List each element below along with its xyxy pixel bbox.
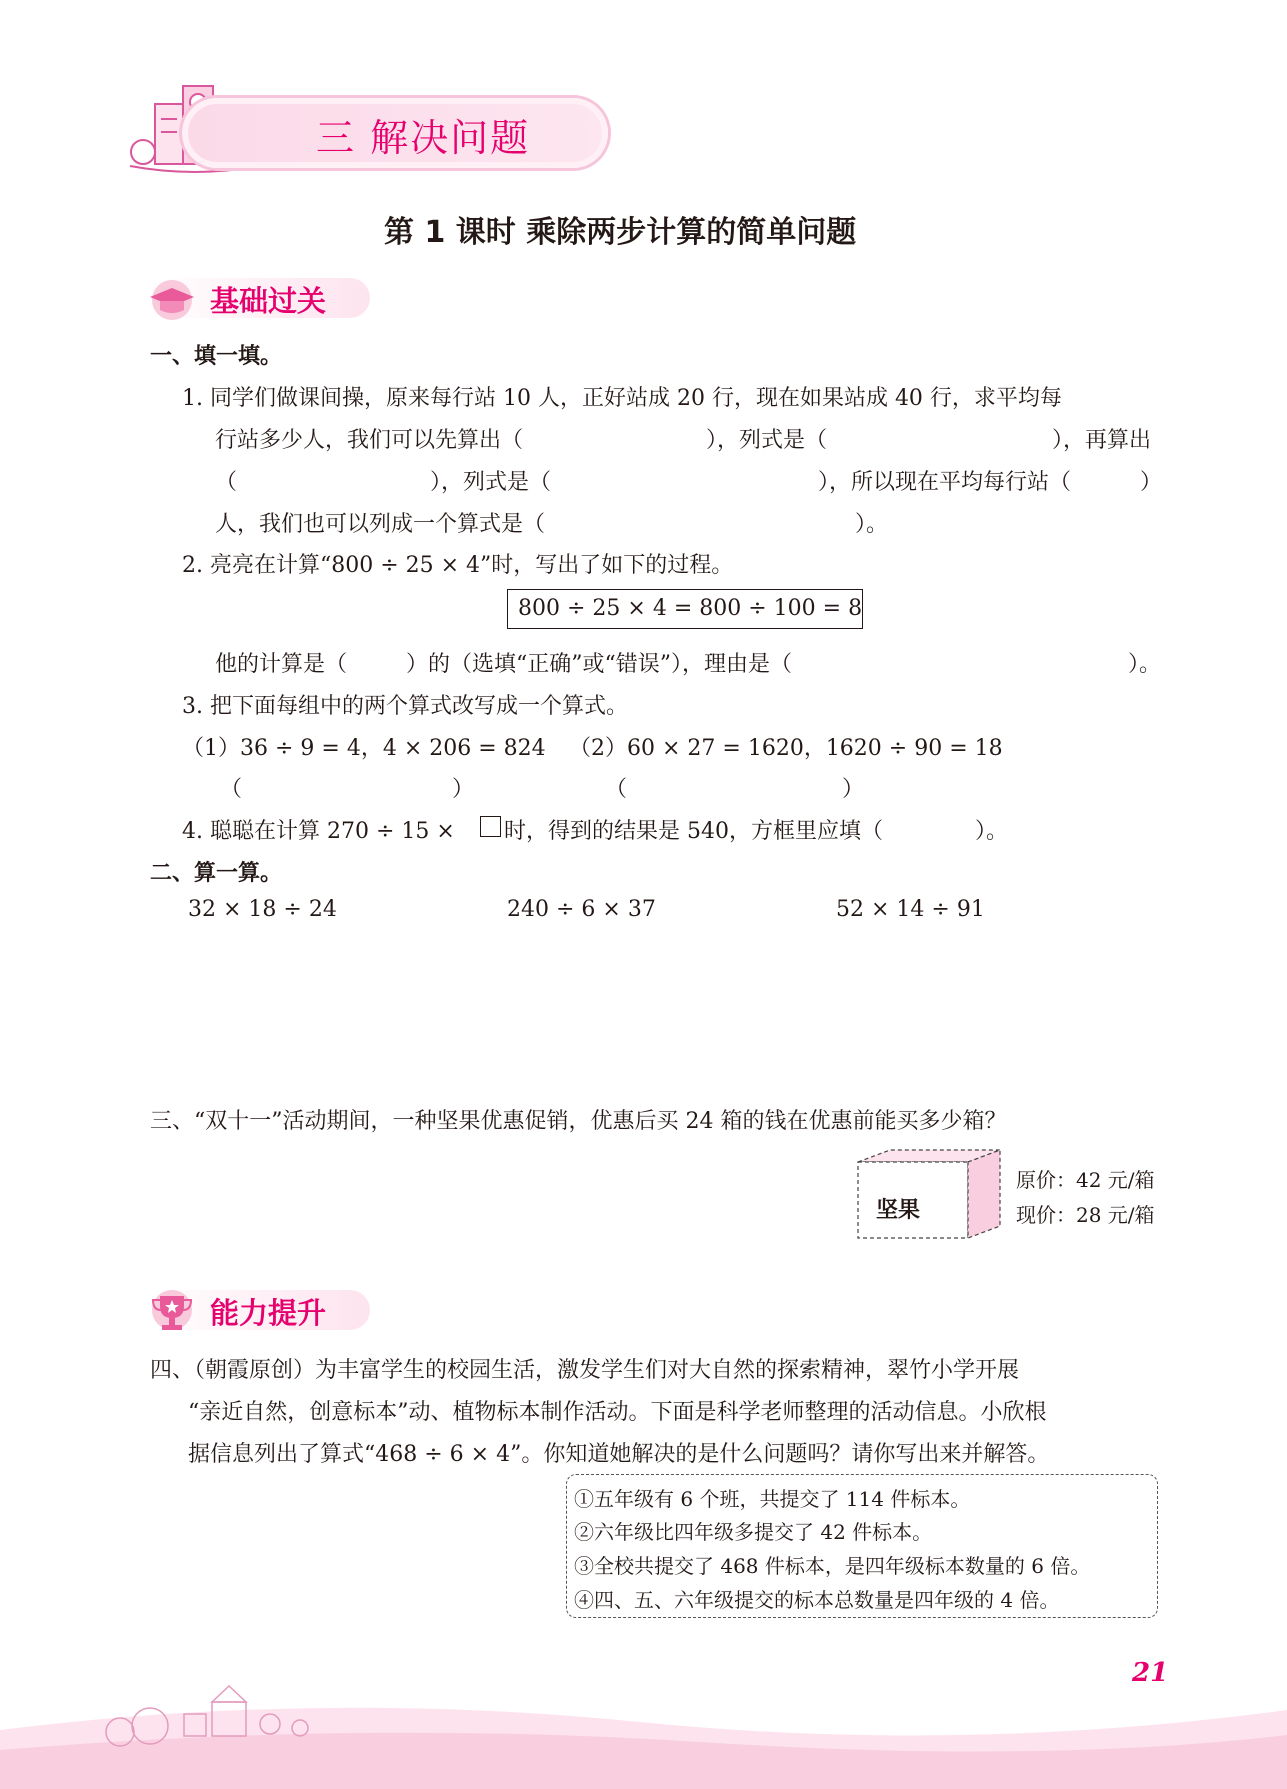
q4-line1-b: 时，得到的结果是 540，方框里应填（ — [504, 819, 883, 844]
q2-line2-a: 他的计算是（ — [215, 652, 348, 677]
q1-line3-d: ） — [1140, 470, 1163, 495]
q1-line2-c: ），再算出 — [1052, 428, 1152, 453]
part4-line2: “亲近自然，创意标本”动、植物标本制作活动。下面是科学老师整理的活动信息。小欣根 — [188, 1400, 1047, 1425]
q3-answer-a-open: （ — [220, 777, 243, 802]
calc-expr-3: 52 × 14 ÷ 91 — [836, 897, 985, 922]
q4-line1-a: 4. 聪聪在计算 270 ÷ 15 × — [182, 819, 455, 844]
q3-line1: 3. 把下面每组中的两个算式改写成一个算式。 — [182, 694, 628, 719]
part3-question: 三、“双十一”活动期间，一种坚果优惠促销，优惠后买 24 箱的钱在优惠前能买多少箱？ — [150, 1109, 1007, 1134]
part1-heading: 一、填一填。 — [150, 344, 283, 369]
q1-line3-c: ），所以现在平均每行站（ — [818, 470, 1072, 495]
page-number: 21 — [1132, 1658, 1169, 1688]
footer-town-decoration — [0, 1680, 1287, 1789]
graduation-cap-icon — [144, 278, 200, 322]
info-item-3: ③全校共提交了 468 件标本，是四年级标本数量的 6 倍。 — [574, 1554, 1091, 1578]
q4-blank-square — [480, 816, 501, 837]
q1-line3-b: ），列式是（ — [430, 470, 552, 495]
q2-line2-c: ）。 — [1128, 652, 1162, 677]
section-advanced-title: 能力提升 — [210, 1296, 327, 1330]
q3-answer-b-close: ） — [842, 777, 865, 802]
part4-line3: 据信息列出了算式“468 ÷ 6 × 4”。你知道她解决的是什么问题吗？请你写出来并解答。 — [188, 1442, 1050, 1467]
trophy-icon — [146, 1288, 198, 1334]
calc-expr-2: 240 ÷ 6 × 37 — [507, 897, 656, 922]
part4-line1: 四、（朝霞原创）为丰富学生的校园生活，激发学生们对大自然的探索精神，翠竹小学开展 — [150, 1358, 1020, 1383]
q2-calculation-text: 800 ÷ 25 × 4 = 800 ÷ 100 = 8 — [518, 596, 863, 621]
q3-answer-b-open: （ — [605, 777, 628, 802]
q3-part-a: （1）36 ÷ 9 = 4，4 × 206 = 824 — [182, 736, 546, 761]
q2-line2-b: ）的（选填“正确”或“错误”），理由是（ — [406, 652, 792, 677]
info-item-4: ④四、五、六年级提交的标本总数量是四年级的 4 倍。 — [574, 1588, 1060, 1612]
q1-line1: 1. 同学们做课间操，原来每行站 10 人，正好站成 20 行，现在如果站成 40 行，求平均每 — [182, 386, 1062, 411]
info-item-1: ①五年级有 6 个班，共提交了 114 件标本。 — [574, 1487, 971, 1511]
price-current: 现价：28 元/箱 — [1016, 1203, 1155, 1227]
lesson-title: 第 1 课时 乘除两步计算的简单问题 — [384, 215, 857, 250]
q1-line4-a: 人，我们也可以列成一个算式是（ — [215, 512, 546, 537]
info-item-2: ②六年级比四年级多提交了 42 件标本。 — [574, 1520, 933, 1544]
q1-line2-a: 行站多少人，我们可以先算出（ — [215, 428, 524, 453]
q4-line1-c: ）。 — [975, 819, 1009, 844]
calc-expr-1: 32 × 18 ÷ 24 — [188, 897, 337, 922]
q2-line1: 2. 亮亮在计算“800 ÷ 25 × 4”时，写出了如下的过程。 — [182, 553, 734, 578]
price-original: 原价：42 元/箱 — [1016, 1168, 1155, 1192]
nut-box-label: 坚果 — [876, 1198, 921, 1223]
chapter-title: 三 解决问题 — [316, 116, 531, 160]
section-basic-title: 基础过关 — [210, 284, 327, 318]
q3-part-b: （2）60 × 27 = 1620，1620 ÷ 90 = 18 — [569, 736, 1003, 761]
q1-line3-a: （ — [215, 470, 238, 495]
q1-line2-b: ），列式是（ — [706, 428, 828, 453]
part2-heading: 二、算一算。 — [150, 861, 283, 886]
q3-answer-a-close: ） — [452, 777, 475, 802]
q1-line4-b: ）。 — [855, 512, 889, 537]
